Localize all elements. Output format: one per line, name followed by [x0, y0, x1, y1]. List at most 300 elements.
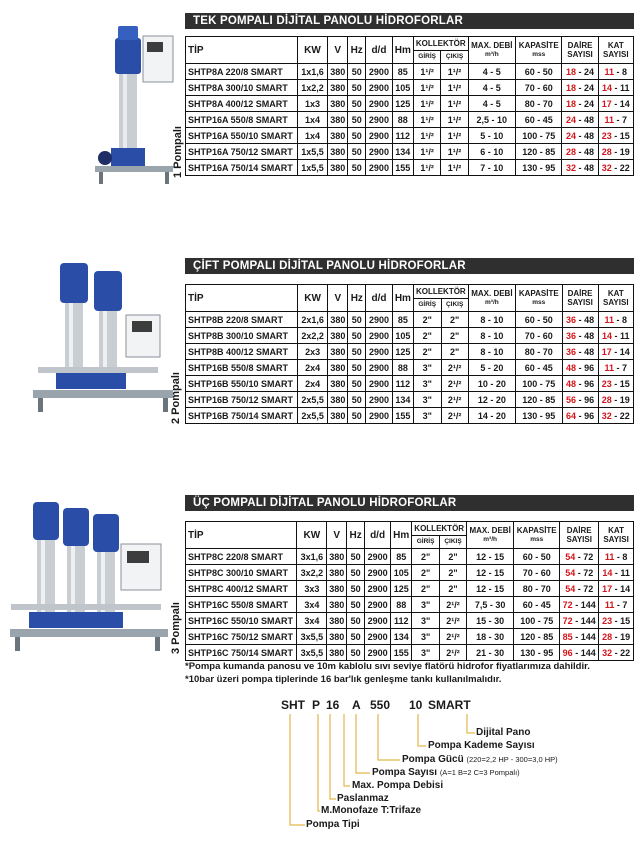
- cell-kapasite: 60 - 50: [516, 64, 562, 80]
- cell-hz: 50: [347, 613, 365, 629]
- cell-cikis: 2¹/²: [439, 613, 466, 629]
- cell-kat: 14 - 11: [598, 328, 633, 344]
- cell-kw: 3x5,5: [297, 629, 327, 645]
- cell-kapasite: 60 - 50: [516, 312, 562, 328]
- cell-dd: 2900: [364, 597, 390, 613]
- cell-kw: 1x5,5: [297, 144, 327, 160]
- cell-giris: 2": [412, 549, 440, 565]
- label-monofaze: M.Monofaze T:Trifaze: [321, 805, 422, 816]
- cell-kat: 17 - 14: [599, 581, 634, 597]
- cell-daire: 56 - 96: [562, 392, 598, 408]
- cell-debi: 10 - 20: [468, 376, 515, 392]
- cell-kat: 14 - 11: [599, 565, 634, 581]
- cell-giris: 3": [413, 408, 441, 424]
- cell-v: 380: [327, 629, 347, 645]
- cell-kat: 11 - 7: [598, 112, 633, 128]
- header-v: V: [328, 37, 348, 64]
- cell-debi: 8 - 10: [468, 328, 515, 344]
- cell-kat: 28 - 19: [598, 392, 633, 408]
- header-daire: DAİRE SAYISI: [560, 522, 599, 549]
- header-kw: KW: [297, 285, 327, 312]
- header-dd: d/d: [366, 285, 393, 312]
- header-hz: Hz: [348, 37, 366, 64]
- section-1-banner: TEK POMPALI DİJİTAL PANOLU HİDROFORLAR: [185, 13, 634, 29]
- cell-tip: SHTP16C 550/10 SMART: [186, 613, 297, 629]
- cell-dd: 2900: [366, 392, 393, 408]
- cell-debi: 2,5 - 10: [468, 112, 515, 128]
- section-3-banner: ÜÇ POMPALI DİJİTAL PANOLU HİDROFORLAR: [185, 495, 634, 511]
- cell-kat: 17 - 14: [598, 344, 633, 360]
- cell-daire: 54 - 72: [560, 565, 599, 581]
- label-paslanmaz: Paslanmaz: [337, 793, 389, 804]
- cell-cikis: 2¹/²: [441, 408, 468, 424]
- cell-hm: 105: [392, 328, 413, 344]
- cell-kapasite: 130 - 95: [516, 160, 562, 176]
- cell-hm: 112: [391, 613, 412, 629]
- header-hm: Hm: [392, 285, 413, 312]
- cell-kw: 2x5,5: [297, 392, 327, 408]
- cell-hm: 155: [392, 160, 413, 176]
- cell-debi: 14 - 20: [468, 408, 515, 424]
- cell-giris: 3": [412, 629, 440, 645]
- cell-hm: 85: [392, 64, 413, 80]
- cell-v: 380: [328, 112, 348, 128]
- cell-debi: 8 - 10: [468, 344, 515, 360]
- cell-cikis: 1¹/²: [441, 96, 468, 112]
- cell-dd: 2900: [364, 565, 390, 581]
- header-cikis: ÇIKIŞ: [441, 50, 468, 64]
- cell-tip: SHTP16B 550/10 SMART: [186, 376, 298, 392]
- code-10: 10: [409, 698, 423, 712]
- cell-kw: 3x5,5: [297, 645, 327, 661]
- cell-v: 380: [328, 64, 348, 80]
- cell-hz: 50: [347, 645, 365, 661]
- cell-v: 380: [327, 645, 347, 661]
- cell-dd: 2900: [366, 312, 393, 328]
- cell-kapasite: 60 - 45: [514, 597, 560, 613]
- header-kat: KAT SAYISI: [598, 285, 633, 312]
- cell-v: 380: [328, 160, 348, 176]
- cell-daire: 24 - 48: [562, 128, 598, 144]
- header-tip: TİP: [186, 37, 298, 64]
- cell-dd: 2900: [366, 128, 393, 144]
- label-pompa-tipi: Pompa Tipi: [306, 819, 360, 830]
- code-16: 16: [326, 698, 340, 712]
- cell-kw: 1x4: [297, 128, 327, 144]
- header-v: V: [327, 522, 347, 549]
- cell-tip: SHTP8C 220/8 SMART: [186, 549, 297, 565]
- cell-dd: 2900: [366, 328, 393, 344]
- code-smart: SMART: [428, 698, 471, 712]
- cell-hm: 88: [392, 360, 413, 376]
- cell-debi: 12 - 15: [467, 565, 514, 581]
- cell-v: 380: [328, 392, 348, 408]
- cell-cikis: 1¹/²: [441, 144, 468, 160]
- cell-cikis: 2": [441, 328, 468, 344]
- cell-kapasite: 100 - 75: [516, 376, 562, 392]
- cell-kw: 3x4: [297, 597, 327, 613]
- cell-v: 380: [327, 581, 347, 597]
- section-2-side-label: 2 Pompalı: [170, 372, 182, 424]
- cell-kat: 32 - 22: [598, 160, 633, 176]
- cell-giris: 2": [412, 581, 440, 597]
- section-1-side-label: 1 Pompalı: [172, 126, 184, 178]
- cell-kat: 11 - 7: [598, 360, 633, 376]
- cell-giris: 1¹/²: [413, 64, 441, 80]
- cell-giris: 3": [413, 392, 441, 408]
- cell-dd: 2900: [366, 144, 393, 160]
- cell-hz: 50: [348, 392, 366, 408]
- cell-cikis: 2": [439, 565, 466, 581]
- code-a: A: [352, 698, 361, 712]
- cell-kat: 23 - 15: [598, 376, 633, 392]
- cell-cikis: 2¹/²: [439, 597, 466, 613]
- cell-hz: 50: [348, 344, 366, 360]
- cell-hz: 50: [347, 549, 365, 565]
- footnote-2: *10bar üzeri pompa tiplerinde 16 bar'lık genleşme tankı kullanılmalıdır.: [185, 674, 502, 685]
- cell-giris: 1¹/²: [413, 160, 441, 176]
- cell-debi: 15 - 30: [467, 613, 514, 629]
- cell-giris: 3": [412, 645, 440, 661]
- cell-hm: 85: [392, 312, 413, 328]
- cell-debi: 4 - 5: [468, 80, 515, 96]
- cell-cikis: 2": [441, 312, 468, 328]
- header-hm: Hm: [391, 522, 412, 549]
- cell-tip: SHTP8C 300/10 SMART: [186, 565, 297, 581]
- cell-hz: 50: [348, 360, 366, 376]
- cell-giris: 3": [412, 613, 440, 629]
- cell-daire: 54 - 72: [560, 581, 599, 597]
- cell-dd: 2900: [366, 112, 393, 128]
- label-pompa-gucu: Pompa Gücü (220=2,2 HP - 300=3,0 HP): [402, 754, 558, 765]
- cell-dd: 2900: [364, 645, 390, 661]
- header-tip: TİP: [186, 285, 298, 312]
- cell-daire: 64 - 96: [562, 408, 598, 424]
- cell-kapasite: 100 - 75: [516, 128, 562, 144]
- cell-cikis: 2": [439, 549, 466, 565]
- cell-kapasite: 70 - 60: [514, 565, 560, 581]
- header-daire: DAİRE SAYISI: [562, 285, 598, 312]
- cell-kw: 2x2,2: [297, 328, 327, 344]
- cell-giris: 2": [413, 328, 441, 344]
- header-giris: GİRİŞ: [413, 50, 441, 64]
- cell-hz: 50: [348, 80, 366, 96]
- cell-debi: 18 - 30: [467, 629, 514, 645]
- cell-kapasite: 80 - 70: [516, 96, 562, 112]
- cell-tip: SHTP8A 220/8 SMART: [186, 64, 298, 80]
- label-pompa-sayisi: Pompa Sayısı (A=1 B=2 C=3 Pompalı): [372, 767, 520, 778]
- cell-dd: 2900: [366, 64, 393, 80]
- cell-hm: 155: [391, 645, 412, 661]
- cell-debi: 12 - 15: [467, 549, 514, 565]
- cell-dd: 2900: [364, 581, 390, 597]
- header-daire: DAİRE SAYISI: [562, 37, 598, 64]
- cell-debi: 7,5 - 30: [467, 597, 514, 613]
- cell-hm: 105: [392, 80, 413, 96]
- cell-giris: 1¹/²: [413, 144, 441, 160]
- cell-hz: 50: [348, 112, 366, 128]
- cell-hm: 134: [392, 392, 413, 408]
- cell-cikis: 2¹/²: [439, 629, 466, 645]
- cell-kapasite: 70 - 60: [516, 328, 562, 344]
- cell-hz: 50: [348, 144, 366, 160]
- cell-giris: 1¹/²: [413, 96, 441, 112]
- cell-kapasite: 60 - 45: [516, 112, 562, 128]
- cell-hz: 50: [347, 581, 365, 597]
- header-cikis: ÇIKIŞ: [441, 298, 468, 312]
- cell-v: 380: [328, 312, 348, 328]
- header-dd: d/d: [366, 37, 393, 64]
- cell-hz: 50: [348, 312, 366, 328]
- cell-giris: 2": [413, 312, 441, 328]
- cell-v: 380: [328, 376, 348, 392]
- cell-hz: 50: [348, 160, 366, 176]
- cell-cikis: 1¹/²: [441, 160, 468, 176]
- cell-kw: 3x3: [297, 581, 327, 597]
- cell-kapasite: 80 - 70: [514, 581, 560, 597]
- cell-daire: 54 - 72: [560, 549, 599, 565]
- cell-hm: 88: [391, 597, 412, 613]
- cell-hz: 50: [348, 96, 366, 112]
- code-550: 550: [370, 698, 391, 712]
- cell-hm: 105: [391, 565, 412, 581]
- cell-cikis: 2¹/²: [441, 392, 468, 408]
- cell-kat: 11 - 7: [599, 597, 634, 613]
- section-2-banner: ÇİFT POMPALI DİJİTAL PANOLU HİDROFORLAR: [185, 258, 634, 274]
- cell-kat: 32 - 22: [599, 645, 634, 661]
- cell-giris: 3": [412, 597, 440, 613]
- header-debi: MAX. DEBİ m³/h: [468, 37, 515, 64]
- cell-daire: 36 - 48: [562, 344, 598, 360]
- cell-hm: 88: [392, 112, 413, 128]
- cell-kapasite: 120 - 85: [516, 144, 562, 160]
- cell-v: 380: [328, 80, 348, 96]
- cell-kapasite: 120 - 85: [514, 629, 560, 645]
- cell-hz: 50: [347, 597, 365, 613]
- cell-kat: 23 - 15: [598, 128, 633, 144]
- cell-kapasite: 120 - 85: [516, 392, 562, 408]
- cell-v: 380: [327, 565, 347, 581]
- cell-kapasite: 70 - 60: [516, 80, 562, 96]
- cell-kat: 28 - 19: [598, 144, 633, 160]
- cell-tip: SHTP16A 750/12 SMART: [186, 144, 298, 160]
- cell-v: 380: [327, 613, 347, 629]
- cell-dd: 2900: [366, 360, 393, 376]
- header-debi: MAX. DEBİ m³/h: [468, 285, 515, 312]
- cell-hz: 50: [348, 64, 366, 80]
- cell-hz: 50: [348, 128, 366, 144]
- cell-daire: 85 - 144: [560, 629, 599, 645]
- cell-daire: 24 - 48: [562, 112, 598, 128]
- cell-kw: 1x4: [297, 112, 327, 128]
- cell-cikis: 1¹/²: [441, 112, 468, 128]
- section-3-side-label: 3 Pompalı: [170, 602, 182, 654]
- cell-kapasite: 100 - 75: [514, 613, 560, 629]
- code-p: P: [312, 698, 321, 712]
- cell-tip: SHTP8A 400/12 SMART: [186, 96, 298, 112]
- cell-kapasite: 60 - 50: [514, 549, 560, 565]
- label-debi: Max. Pompa Debisi: [352, 780, 444, 791]
- cell-debi: 4 - 5: [468, 96, 515, 112]
- cell-hz: 50: [347, 629, 365, 645]
- cell-kat: 32 - 22: [598, 408, 633, 424]
- cell-tip: SHTP16A 550/8 SMART: [186, 112, 298, 128]
- cell-dd: 2900: [366, 376, 393, 392]
- cell-kw: 2x4: [297, 376, 327, 392]
- header-kw: KW: [297, 522, 327, 549]
- cell-dd: 2900: [366, 344, 393, 360]
- cell-cikis: 2": [439, 581, 466, 597]
- cell-tip: SHTP8C 400/12 SMART: [186, 581, 297, 597]
- cell-kat: 17 - 14: [598, 96, 633, 112]
- cell-daire: 18 - 24: [562, 64, 598, 80]
- footnote-1: *Pompa kumanda panosu ve 10m kablolu sıvı seviye flatörü hidrofor fiyatlarımıza dahildir.: [185, 661, 590, 672]
- cell-daire: 72 - 144: [560, 613, 599, 629]
- cell-cikis: 2¹/²: [441, 376, 468, 392]
- cell-daire: 48 - 96: [562, 376, 598, 392]
- cell-tip: SHTP16B 750/14 SMART: [186, 408, 298, 424]
- cell-debi: 7 - 10: [468, 160, 515, 176]
- cell-kat: 23 - 15: [599, 613, 634, 629]
- cell-kapasite: 130 - 95: [516, 408, 562, 424]
- cell-hm: 155: [392, 408, 413, 424]
- cell-daire: 18 - 24: [562, 96, 598, 112]
- header-kollektor: KOLLEKTÖR: [413, 285, 468, 299]
- cell-kapasite: 60 - 45: [516, 360, 562, 376]
- cell-hz: 50: [348, 328, 366, 344]
- cell-daire: 32 - 48: [562, 160, 598, 176]
- header-debi: MAX. DEBİ m³/h: [467, 522, 514, 549]
- cell-v: 380: [328, 328, 348, 344]
- cell-v: 380: [328, 128, 348, 144]
- header-tip: TİP: [186, 522, 297, 549]
- cell-kat: 11 - 8: [598, 312, 633, 328]
- cell-tip: SHTP16B 550/8 SMART: [186, 360, 298, 376]
- cell-v: 380: [328, 96, 348, 112]
- cell-kw: 1x5,5: [297, 160, 327, 176]
- cell-daire: 36 - 48: [562, 328, 598, 344]
- cell-debi: 5 - 10: [468, 128, 515, 144]
- cell-kw: 2x1,6: [297, 312, 327, 328]
- cell-dd: 2900: [364, 549, 390, 565]
- cell-giris: 1¹/²: [413, 112, 441, 128]
- cell-hm: 134: [391, 629, 412, 645]
- cell-kw: 2x5,5: [297, 408, 327, 424]
- header-kat: KAT SAYISI: [599, 522, 634, 549]
- cell-hm: 112: [392, 376, 413, 392]
- cell-hm: 112: [392, 128, 413, 144]
- header-hm: Hm: [392, 37, 413, 64]
- cell-kat: 28 - 19: [599, 629, 634, 645]
- header-giris: GİRİŞ: [412, 535, 440, 549]
- header-kollektor: KOLLEKTÖR: [412, 522, 467, 536]
- cell-v: 380: [328, 408, 348, 424]
- cell-debi: 6 - 10: [468, 144, 515, 160]
- cell-giris: 2": [412, 565, 440, 581]
- cell-debi: 12 - 15: [467, 581, 514, 597]
- cell-daire: 28 - 48: [562, 144, 598, 160]
- cell-kat: 14 - 11: [598, 80, 633, 96]
- header-kapasite: KAPASİTE mss: [516, 285, 562, 312]
- cell-kw: 3x4: [297, 613, 327, 629]
- label-kademe: Pompa Kademe Sayısı: [428, 740, 535, 751]
- cell-daire: 18 - 24: [562, 80, 598, 96]
- cell-cikis: 2": [441, 344, 468, 360]
- cell-daire: 96 - 144: [560, 645, 599, 661]
- cell-kw: 1x3: [297, 96, 327, 112]
- cell-daire: 48 - 96: [562, 360, 598, 376]
- cell-tip: SHTP16A 550/10 SMART: [186, 128, 298, 144]
- cell-cikis: 2¹/²: [441, 360, 468, 376]
- cell-giris: 3": [413, 376, 441, 392]
- cell-debi: 8 - 10: [468, 312, 515, 328]
- cell-hz: 50: [348, 376, 366, 392]
- cell-debi: 5 - 20: [468, 360, 515, 376]
- cell-debi: 12 - 20: [468, 392, 515, 408]
- cell-debi: 4 - 5: [468, 64, 515, 80]
- cell-v: 380: [328, 344, 348, 360]
- cell-hm: 125: [391, 581, 412, 597]
- cell-kat: 11 - 8: [599, 549, 634, 565]
- label-dijital-pano: Dijital Pano: [476, 727, 531, 738]
- cell-dd: 2900: [366, 80, 393, 96]
- cell-kw: 3x2,2: [297, 565, 327, 581]
- cell-tip: SHTP8B 400/12 SMART: [186, 344, 298, 360]
- cell-cikis: 1¹/²: [441, 64, 468, 80]
- header-kapasite: KAPASİTE mss: [514, 522, 560, 549]
- cell-v: 380: [327, 549, 347, 565]
- cell-dd: 2900: [364, 629, 390, 645]
- header-dd: d/d: [364, 522, 390, 549]
- cell-v: 380: [328, 360, 348, 376]
- cell-hm: 134: [392, 144, 413, 160]
- header-kat: KAT SAYISI: [598, 37, 633, 64]
- cell-hz: 50: [348, 408, 366, 424]
- cell-kw: 1x1,6: [297, 64, 327, 80]
- cell-tip: SHTP8A 300/10 SMART: [186, 80, 298, 96]
- cell-cikis: 1¹/²: [441, 128, 468, 144]
- cell-hm: 125: [392, 96, 413, 112]
- cell-debi: 21 - 30: [467, 645, 514, 661]
- cell-hm: 85: [391, 549, 412, 565]
- cell-hz: 50: [347, 565, 365, 581]
- cell-kat: 11 - 8: [598, 64, 633, 80]
- cell-kapasite: 130 - 95: [514, 645, 560, 661]
- cell-giris: 3": [413, 360, 441, 376]
- cell-daire: 72 - 144: [560, 597, 599, 613]
- header-v: V: [328, 285, 348, 312]
- header-hz: Hz: [348, 285, 366, 312]
- cell-tip: SHTP16C 550/8 SMART: [186, 597, 297, 613]
- cell-tip: SHTP8B 300/10 SMART: [186, 328, 298, 344]
- header-cikis: ÇIKIŞ: [439, 535, 466, 549]
- cell-hm: 125: [392, 344, 413, 360]
- code-sht: SHT: [281, 698, 305, 712]
- cell-dd: 2900: [366, 160, 393, 176]
- cell-tip: SHTP16B 750/12 SMART: [186, 392, 298, 408]
- cell-v: 380: [327, 597, 347, 613]
- cell-kw: 2x3: [297, 344, 327, 360]
- cell-tip: SHTP16C 750/14 SMART: [186, 645, 297, 661]
- cell-kw: 2x4: [297, 360, 327, 376]
- cell-kapasite: 80 - 70: [516, 344, 562, 360]
- header-giris: GİRİŞ: [413, 298, 441, 312]
- cell-daire: 36 - 48: [562, 312, 598, 328]
- cell-dd: 2900: [364, 613, 390, 629]
- cell-giris: 2": [413, 344, 441, 360]
- cell-cikis: 1¹/²: [441, 80, 468, 96]
- cell-dd: 2900: [366, 408, 393, 424]
